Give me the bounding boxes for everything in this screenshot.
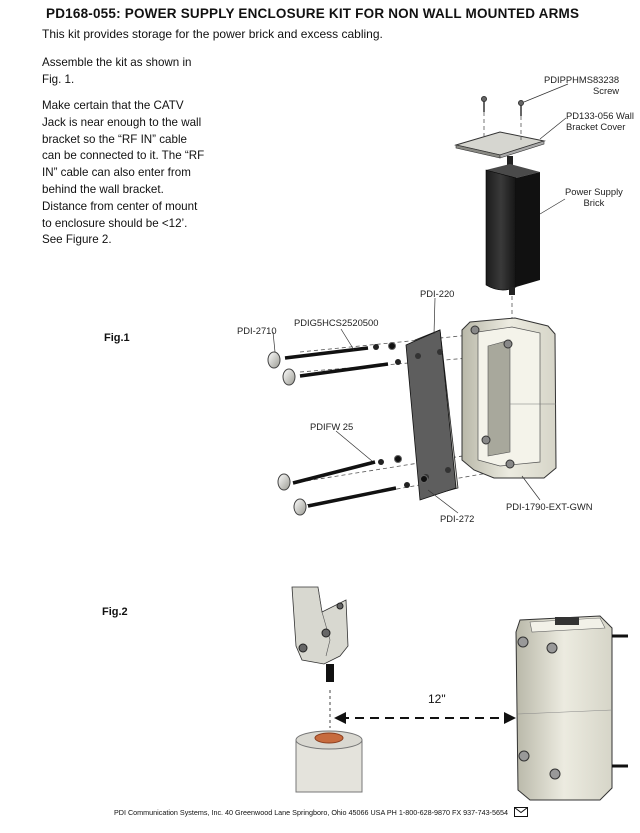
distance-arrow bbox=[334, 712, 516, 724]
footer-text: PDI Communication Systems, Inc. 40 Greenwood Lane Springboro, Ohio 45066 USA PH 1-800-628-9870 FX 937-743-5654 bbox=[114, 807, 508, 817]
distance-label: 12" bbox=[428, 692, 446, 706]
screw-part bbox=[482, 97, 524, 117]
brick-label bbox=[565, 186, 623, 208]
enclosure-front bbox=[516, 616, 628, 800]
cap-label: PDI-2710 bbox=[237, 325, 277, 336]
instruction-line: See Figure 2. bbox=[42, 233, 112, 247]
enclosure-part bbox=[462, 318, 556, 478]
instruction-line: Make certain that the CATV bbox=[42, 99, 184, 112]
figure-2-diagram bbox=[292, 587, 628, 800]
instruction-line: bracket so the “RF IN” cable bbox=[42, 132, 187, 146]
cover-label-line: Bracket Cover bbox=[566, 121, 626, 132]
figure-2-label: Fig.2 bbox=[102, 606, 128, 618]
instruction-line: Distance from center of mount bbox=[42, 199, 198, 213]
gasket-plate-part bbox=[406, 330, 458, 500]
screw-label-line: Screw bbox=[593, 85, 620, 96]
cover-label bbox=[566, 110, 634, 132]
power-supply-brick-part bbox=[486, 164, 540, 295]
page-title: PD168-055: POWER SUPPLY ENCLOSURE KIT FOR NON WALL MOUNTED ARMS bbox=[46, 6, 580, 21]
plate-label: PDI-220 bbox=[420, 288, 455, 299]
screw-label-line: PDIPPHMS83238 bbox=[544, 74, 620, 85]
catv-jack bbox=[296, 731, 362, 792]
instruction-line: IN” cable can also enter from bbox=[42, 166, 191, 180]
instruction-line: Assemble the kit as shown in bbox=[42, 56, 192, 69]
page-subtitle: This kit provides storage for the power brick and excess cabling. bbox=[42, 27, 383, 41]
instruction-line: Jack is near enough to the wall bbox=[42, 115, 202, 129]
footer-contact bbox=[114, 807, 528, 819]
brick-label-line: Power Supply bbox=[565, 186, 623, 197]
instruction-line: to enclosure should be <12’. bbox=[42, 216, 188, 230]
instruction-line: can be connected to it. The “RF bbox=[42, 149, 205, 163]
washer-label: PDIFW 25 bbox=[310, 421, 354, 432]
envelope-icon bbox=[514, 807, 528, 819]
screw-label bbox=[544, 74, 619, 96]
wall-bracket-cover-part bbox=[456, 132, 544, 166]
instruction-line: behind the wall bracket. bbox=[42, 182, 164, 196]
mount-arm bbox=[292, 587, 348, 728]
brick-label-line: Brick bbox=[583, 197, 605, 208]
instruction-line: Fig. 1. bbox=[42, 72, 75, 86]
gasket-label: PDI-272 bbox=[440, 513, 475, 524]
enclosure-label: PDI-1790-EXT-GWN bbox=[506, 501, 593, 512]
cover-label-line: PD133-056 Wall bbox=[566, 110, 634, 121]
figure-1-label: Fig.1 bbox=[104, 332, 130, 344]
bolt-label: PDIG5HCS2520500 bbox=[294, 317, 379, 328]
